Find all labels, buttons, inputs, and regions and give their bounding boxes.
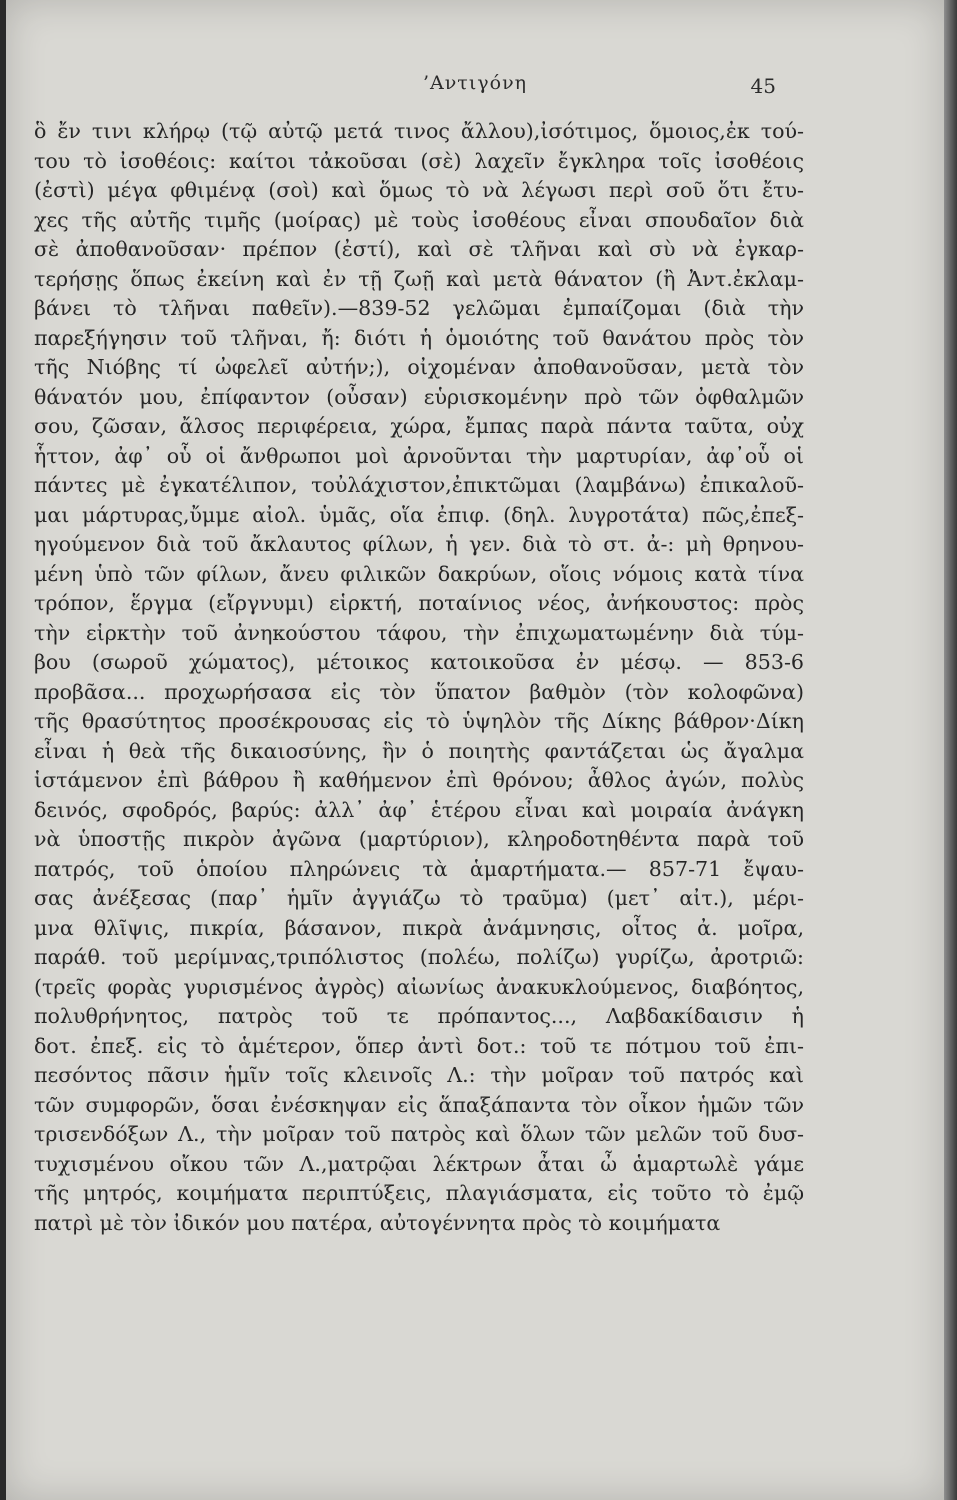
text-line: βου (σωροῦ χώματος), μέτοικος κατοικοῦσα ἐν μέσῳ. — 853-6 bbox=[34, 650, 804, 674]
text-line: πατρός, τοῦ ὁποίου πληρώνεις τὰ ἁμαρτήματα.— 857-71 ἔψαυ- bbox=[34, 856, 804, 881]
text-line: θάνατόν μου, ἐπίφαντον (οὖσαν) εὑρισκομένην πρὸ τῶν ὀφθαλμῶν bbox=[34, 384, 804, 409]
text-line: ὃ ἔν τινι κλήρῳ (τῷ αὐτῷ μετά τινος ἄλλου),ἰσότιμος, ὅμοιος,ἐκ τού- bbox=[34, 119, 804, 143]
text-line: τὴν εἱρκτὴν τοῦ ἀνηκούστου τάφου, τὴν ἐπιχωματωμένην διὰ τύμ- bbox=[34, 620, 804, 645]
text-line: παράθ. τοῦ μερίμνας,τριπόλιστος (πολέω, πολίζω) γυρίζω, ἀροτριῶ: bbox=[34, 945, 804, 969]
text-line: σας ἀνέξεσας (παρ᾽ ἡμῖν ἀγγιάζω τὸ τραῦμα) (μετ᾽ αἰτ.), μέρι- bbox=[34, 886, 804, 910]
text-line: τῆς μητρός, κοιμήματα περιπτύξεις, πλαγιάσματα, εἰς τοῦτο τὸ ἐμῷ bbox=[34, 1181, 804, 1205]
book-page bbox=[6, 0, 944, 1500]
text-line: νὰ ὑποστῇς πικρὸν ἀγῶνα (μαρτύριον), κληροδοτηθέντα παρὰ τοῦ bbox=[34, 827, 804, 851]
text-line: ηγούμενον διὰ τοῦ ἄκλαυτος φίλων, ἡ γεν. διὰ τὸ στ. ἀ-: μὴ θρηνου- bbox=[34, 532, 804, 556]
text-line: δεινός, σφοδρός, βαρύς: ἀλλ᾽ ἀφ᾽ ἑτέρου εἶναι καὶ μοιραία ἀνάγκη bbox=[34, 797, 804, 822]
text-line: τυχισμένου οἴκου τῶν Λ.,ματρῷαι λέκτρων ἆται ὦ ἁμαρτωλὲ γάμε bbox=[34, 1151, 804, 1176]
text-line: ἧττον, ἀφ᾽ οὗ οἱ ἄνθρωποι μοὶ ἀρνοῦνται τὴν μαρτυρίαν, ἀφ᾽οὗ οἱ bbox=[34, 443, 804, 468]
text-line: σὲ ἀποθανοῦσαν· πρέπον (ἐστί), καὶ σὲ τλῆναι καὶ σὺ νὰ ἐγκαρ- bbox=[34, 237, 804, 261]
text-line: ἱστάμενον ἐπὶ βάθρου ἢ καθήμενον ἐπὶ θρόνου; ἆθλος ἀγών, πολὺς bbox=[34, 768, 804, 792]
commentary-text bbox=[34, 117, 804, 1238]
text-line: (τρεῖς φορὰς γυρισμένος ἀγρὸς) αἰωνίως ἀνακυκλούμενος, διαβόητος, bbox=[34, 974, 804, 999]
text-line: πεσόντος πᾶσιν ἡμῖν τοῖς κλεινοῖς Λ.: τὴν μοῖραν τοῦ πατρός καὶ bbox=[34, 1063, 804, 1087]
text-line: μαι μάρτυρας,ὔμμε αἰολ. ὑμᾶς, οἵα ἐπιφ. (δηλ. λυγροτάτα) πῶς,ἐπεξ- bbox=[34, 502, 804, 527]
text-line: τερήσῃς ὅπως ἐκείνη καὶ ἐν τῇ ζωῇ καὶ μετὰ θάνατον (ἢ Ἀντ.ἐκλαμ- bbox=[34, 266, 804, 291]
text-line: προβᾶσα... προχωρήσασα εἰς τὸν ὕπατον βαθμὸν (τὸν κολοφῶνα) bbox=[34, 679, 804, 704]
text-line: δοτ. ἐπεξ. εἰς τὸ ἁμέτερον, ὅπερ ἀντὶ δοτ.: τοῦ τε πότμου τοῦ ἐπι- bbox=[34, 1033, 804, 1058]
text-line: τῆς θρασύτητος προσέκρουσας εἰς τὸ ὑψηλὸν τῆς Δίκης βάθρον·Δίκη bbox=[34, 709, 804, 733]
text-line: πάντες μὲ ἐγκατέλιπον, τοὐλάχιστον,ἐπικτῶμαι (λαμβάνω) ἐπικαλοῦ- bbox=[34, 473, 804, 497]
text-line: πολυθρήνητος, πατρὸς τοῦ τε πρόπαντος..., Λαβδακίδαισιν ἡ bbox=[34, 1004, 804, 1028]
running-title: ’Αντιγόνη bbox=[423, 72, 527, 94]
page-header bbox=[6, 72, 944, 102]
text-line: του τὸ ἰσοθέοις: καίτοι τἀκοῦσαι (σὲ) λαχεῖν ἔγκληρα τοῖς ἰσοθέοις bbox=[34, 148, 804, 173]
text-line: βάνει τὸ τλῆναι παθεῖν).—839-52 γελῶμαι ἐμπαίζομαι (διὰ τὴν bbox=[34, 296, 804, 320]
text-line: εἶναι ἡ θεὰ τῆς δικαιοσύνης, ἣν ὁ ποιητὴς φαντάζεται ὡς ἄγαλμα bbox=[34, 738, 804, 763]
text-line: πατρὶ μὲ τὸν ἰδικόν μου πατέρα, αὐτογέννητα πρὸς τὸ κοιμήματα bbox=[34, 1210, 721, 1235]
text-line: σου, ζῶσαν, ἄλσος περιφέρεια, χώρα, ἔμπας παρὰ πάντα ταῦτα, οὐχ bbox=[34, 414, 804, 438]
text-line: μένη ὑπὸ τῶν φίλων, ἄνευ φιλικῶν δακρύων, οἵοις νόμοις κατὰ τίνα bbox=[34, 561, 804, 586]
text-line: τῆς Νιόβης τί ὠφελεῖ αὐτήν;), οἰχομέναν ἀποθανοῦσαν, μετὰ τὸν bbox=[34, 355, 804, 379]
text-line: τρισενδόξων Λ., τὴν μοῖραν τοῦ πατρὸς καὶ ὅλων τῶν μελῶν τοῦ δυσ- bbox=[34, 1122, 804, 1146]
text-line: τῶν συμφορῶν, ὅσαι ἐνέσκηψαν εἰς ἅπαξάπαντα τὸν οἶκον ἡμῶν τῶν bbox=[34, 1092, 804, 1117]
text-line: μνα θλῖψις, πικρία, βάσανον, πικρὰ ἀνάμνησις, οἶτος ἀ. μοῖρα, bbox=[34, 915, 804, 940]
page-edge-shadow bbox=[944, 0, 957, 1500]
text-line: (ἐστὶ) μέγα φθιμένᾳ (σοὶ) καὶ ὅμως τὸ νὰ λέγωσι περὶ σοῦ ὅτι ἔτυ- bbox=[34, 178, 804, 202]
text-line: παρεξήγησιν τοῦ τλῆναι, ἤ: διότι ἡ ὁμοιότης τοῦ θανάτου πρὸς τὸν bbox=[34, 325, 804, 350]
page-number: 45 bbox=[750, 74, 776, 98]
text-line: χες τῆς αὐτῆς τιμῆς (μοίρας) μὲ τοὺς ἰσοθέους εἶναι σπουδαῖον διὰ bbox=[34, 207, 804, 232]
text-line: τρόπον, ἕργμα (εἴργνυμι) εἱρκτή, ποταίνιος νέος, ἀνήκουστος: πρὸς bbox=[34, 591, 804, 615]
